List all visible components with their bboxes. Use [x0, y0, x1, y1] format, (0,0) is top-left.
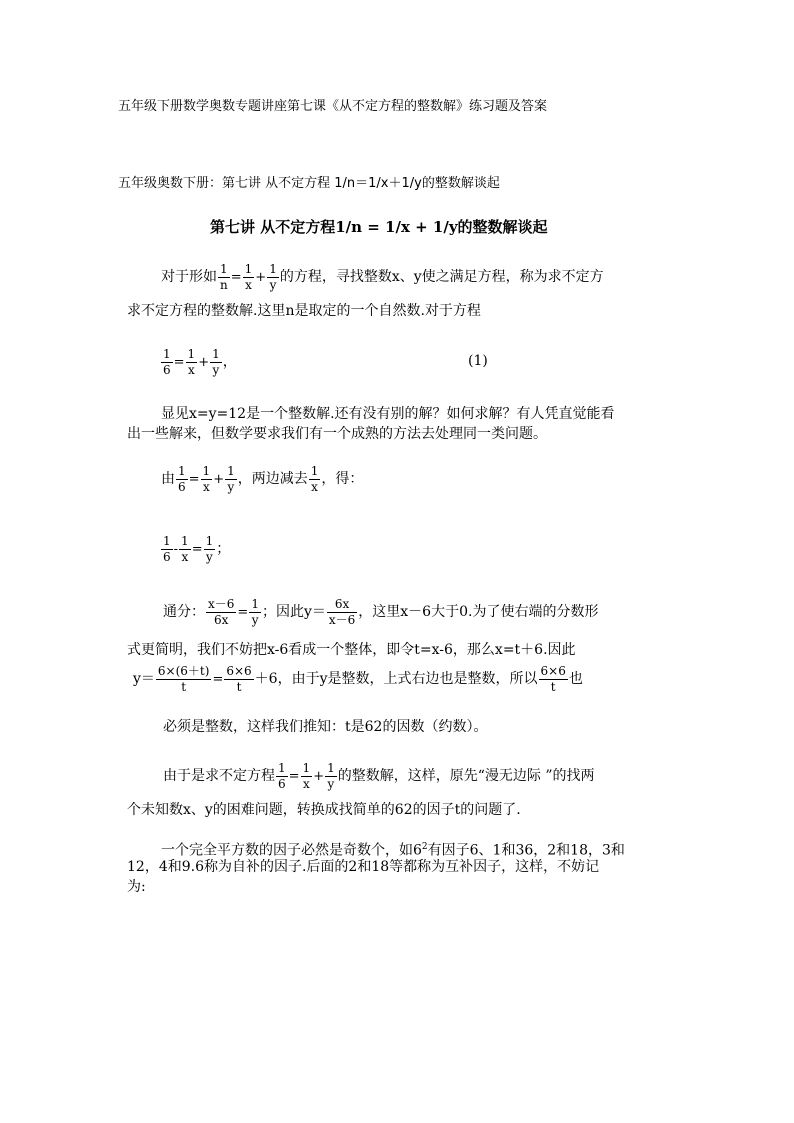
fraction-1-over-y: $\frac{1}{y}$	[251, 596, 259, 627]
fraction-6x6-over-t: $\frac{6\times 6}{t}$	[226, 663, 252, 694]
equation-difference: $\frac{1}{6}$ - $\frac{1}{x}$ = $\frac{1}{y}$ ；	[163, 533, 231, 564]
paragraph-1-line-1	[161, 258, 604, 297]
paragraph-3: 由 $\frac{1}{6}$ = $\frac{1}{x}$ + $\frac{1}{y}$ ，两边减去 $\frac{1}{x}$ ，得：	[161, 463, 364, 494]
fraction-1-over-x: $\frac{1}{x}$	[187, 346, 196, 377]
document-header-title: 五年级下册数学奥数专题讲座第七课《从不定方程的整数解》练习题及答案	[118, 99, 548, 114]
fraction-1-over-x: $\frac{1}{x}$	[181, 533, 189, 564]
fraction-1-over-6: $\frac{1}{6}$	[163, 533, 171, 564]
fraction-6x6-over-t: $\frac{6\times 6}{t}$	[540, 663, 566, 694]
fraction-1-over-x: $\frac{1}{x}$	[310, 463, 319, 494]
paragraph-6-line-2: 12，4和9.6称为自补的因子.后面的2和18等都称为互补因子，这样，不妨记	[127, 859, 600, 875]
p1-pre-text: 对于形如	[161, 269, 217, 285]
paragraph-6-line-1: 一个完全平方数的因子必然是奇数个，如$6^2$有因子6、1和36，2和18，3和	[161, 842, 625, 859]
equation-1-label: (1)	[468, 353, 488, 369]
lecture-title: 第七讲 从不定方程1/n = 1/x + 1/y的整数解谈起	[210, 218, 548, 236]
fraction-1-over-y: $\frac{1}{y}$	[327, 760, 335, 791]
equation-1: $\frac{1}{6}$ = $\frac{1}{x}$ + $\frac{1}{y}$ ，	[163, 346, 237, 377]
fraction-1-over-x: $\frac{1}{x}$	[244, 261, 253, 292]
equals-sign: =	[230, 270, 242, 285]
fraction-1-over-x: $\frac{1}{x}$	[202, 463, 211, 494]
paragraph-6-line-3: 为:	[127, 879, 146, 895]
paragraph-5-line-1: 由于是求不定方程 $\frac{1}{6}$ = $\frac{1}{x}$ + $\frac{1}{y}$ 的整数解，这样，原先“漫无边际 ”的找两	[163, 760, 595, 791]
fraction-1-over-y: $\frac{1}{y}$	[212, 346, 220, 377]
fraction-1-over-y: $\frac{1}{y}$	[227, 463, 235, 494]
document-subtitle: 五年级奥数下册：第七讲 从不定方程 1/n＝1/x＋1/y的整数解谈起	[118, 176, 500, 191]
paragraph-4-line-4: 必须是整数，这样我们推知：t是62的因数（约数）。	[163, 719, 488, 735]
fraction-1-over-n: $\frac{1}{n}$	[220, 261, 228, 292]
fraction-x-minus-6-over-6x: $\frac{x-6}{6x}$	[208, 596, 235, 627]
paragraph-2-line-1: 显见x=y=12是一个整数解.还有没有别的解？如何求解？有人凭直觉能看	[161, 406, 615, 422]
p1-post-text: 的方程，寻找整数x、y使之满足方程，称为求不定方	[279, 269, 604, 285]
fraction-1-over-y: $\frac{1}{y}$	[205, 533, 214, 564]
paragraph-5-line-2: 个未知数x、y的困难问题，转换成找简单的62的因子t的问题了.	[127, 802, 521, 818]
fraction-6x6-plus-t-over-t: $\frac{6\times(6+t)}{t}$	[157, 663, 210, 694]
paragraph-4-line-3: y＝ $\frac{6\times(6+t)}{t}$ = $\frac{6\times 6}{t}$ ＋6，由于y是整数，上式右边也是整数，所以 $\frac{6\times 6}{t}$ 也	[133, 663, 583, 694]
paragraph-4-line-2: 式更简明，我们不妨把x-6看成一个整体，即令t=x-6，那么x=t＋6.因此	[127, 642, 576, 658]
fraction-1-over-x: $\frac{1}{x}$	[302, 760, 311, 791]
fraction-6x-over-x-minus-6: $\frac{6x}{x-6}$	[328, 596, 356, 627]
paragraph-4-line-1: 通分： $\frac{x-6}{6x}$ = $\frac{1}{y}$ ；因此y＝ $\frac{6x}{x-6}$ ，这里x－6大于0.为了使右端的分数形	[163, 596, 599, 627]
fraction-1-over-6: $\frac{1}{6}$	[278, 760, 286, 791]
paragraph-1-line-2: 求不定方程的整数解.这里n是取定的一个自然数.对于方程	[127, 303, 481, 319]
fraction-1-over-6: $\frac{1}{6}$	[163, 346, 171, 377]
fraction-1-over-y: $\frac{1}{y}$	[269, 261, 277, 292]
plus-sign: +	[255, 270, 267, 285]
fraction-1-over-6: $\frac{1}{6}$	[178, 463, 186, 494]
paragraph-2-line-2: 出一些解来，但数学要求我们有一个成熟的方法去处理同一类问题。	[127, 426, 547, 442]
